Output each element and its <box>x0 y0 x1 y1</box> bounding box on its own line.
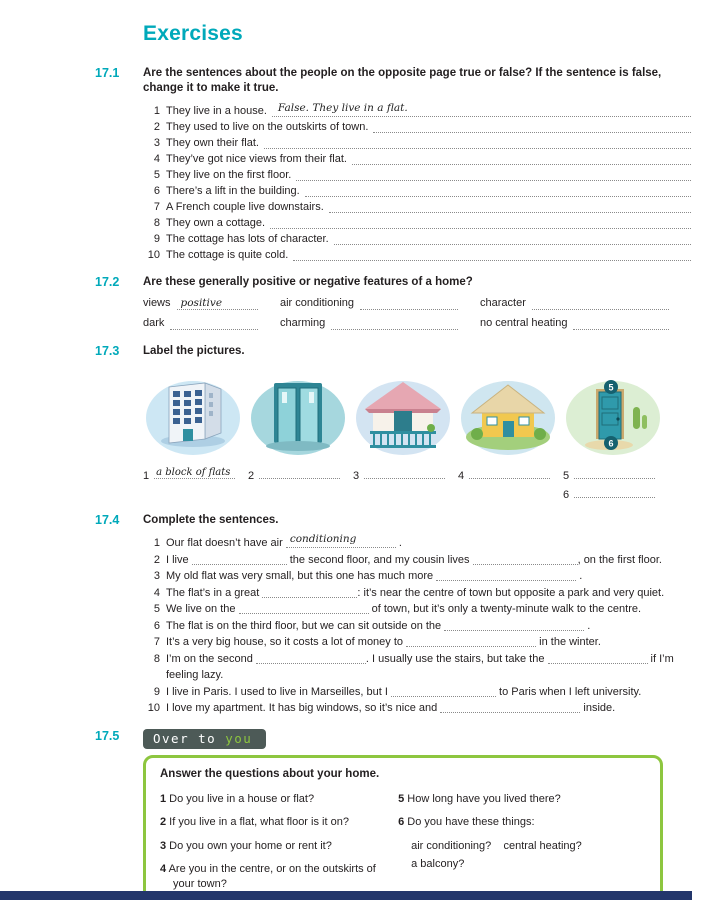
item-number: 6 <box>153 185 160 197</box>
answer-blank[interactable] <box>444 619 584 631</box>
answer-blank[interactable] <box>239 602 369 614</box>
item-number: 5 <box>153 603 160 615</box>
gapfill-item <box>143 700 691 717</box>
label-number: 6 <box>563 489 570 501</box>
feature-item <box>280 317 480 332</box>
picture-label <box>563 467 663 482</box>
question: 5 How long have you lived there? <box>398 792 561 805</box>
item-text: The flat’s in a great : it’s near the centre of town but opposite a park and very quiet. <box>166 586 665 599</box>
exercise-number: 17.4 <box>95 513 120 527</box>
exercise-number: 17.3 <box>95 344 120 358</box>
ex171-items <box>143 103 691 263</box>
item-text: They’ve got nice views from their flat. <box>166 153 347 165</box>
exercise-17-5 <box>95 729 691 900</box>
picture-label <box>143 467 243 482</box>
answer-line[interactable] <box>264 136 691 149</box>
item-text: My old flat was very small, but this one has much more . <box>166 570 583 582</box>
true-false-item <box>143 135 691 151</box>
feature-label: air conditioning <box>280 297 354 309</box>
answer-blank[interactable] <box>286 532 396 548</box>
item-text: It’s a very big house, so it costs a lot of money to in the winter. <box>166 636 601 648</box>
picture-label <box>353 467 453 482</box>
feature-label: views <box>143 297 171 309</box>
item-number: 9 <box>153 233 160 245</box>
answer-line[interactable] <box>293 248 691 261</box>
answer-line[interactable] <box>352 152 691 165</box>
gapfill-item <box>143 651 691 684</box>
gapfill-item <box>143 552 691 569</box>
true-false-item <box>143 167 691 183</box>
exercise-body <box>143 275 691 332</box>
item-text: There’s a lift in the building. <box>166 185 300 197</box>
exercise-number: 17.1 <box>95 66 120 80</box>
exercise-instruction: Are the sentences about the people on the opposite page true or false? If the sentence is false, change it to make it true. <box>143 67 662 94</box>
question: air conditioning? central heating? <box>411 839 582 852</box>
item-number: 1 <box>153 105 160 117</box>
item-number: 3 <box>153 137 160 149</box>
item-text: They used to live on the outskirts of town. <box>166 121 369 133</box>
exercise-number: 17.5 <box>95 728 120 743</box>
item-text: I live in Paris. I used to live in Marseilles, but I to Paris when I left university. <box>166 685 642 698</box>
item-text: I’m on the second . I usually use the stairs, but take the if I’m feeling lazy. <box>166 652 674 681</box>
picture-label <box>458 467 558 482</box>
exercise-instruction: Complete the sentences. <box>143 514 279 526</box>
answer-line[interactable] <box>360 297 458 310</box>
lift-illustration <box>248 375 348 459</box>
answer-line[interactable] <box>305 184 691 197</box>
exercise-number: 17.2 <box>95 275 120 289</box>
gapfill-item <box>143 568 691 585</box>
answer-line[interactable] <box>373 120 691 133</box>
question-number: 6 <box>398 816 405 828</box>
true-false-item <box>143 199 691 215</box>
question: 2 If you live in a flat, what floor is it on? <box>160 816 349 828</box>
exercise-body <box>143 729 691 900</box>
question-number: 4 <box>160 863 167 875</box>
item-number: 1 <box>153 537 160 549</box>
item-number: 3 <box>153 570 160 582</box>
item-text: We live on the of town, but it’s only a twenty-minute walk to the centre. <box>166 603 642 615</box>
answer-blank[interactable] <box>436 569 576 581</box>
cottage-illustration <box>458 375 558 459</box>
gapfill-item <box>143 618 691 635</box>
badge-text-accent: you <box>225 730 253 746</box>
answer-line[interactable] <box>259 467 340 479</box>
exercise-instruction: Are these generally positive or negative features of a home? <box>143 276 473 288</box>
label-number: 5 <box>563 470 570 482</box>
answer-blank[interactable] <box>548 652 648 664</box>
answer-line[interactable] <box>331 317 458 330</box>
feature-item <box>480 317 691 332</box>
feature-item <box>143 297 280 312</box>
answer-line[interactable] <box>154 467 235 479</box>
ex173-labels <box>143 467 691 482</box>
gapfill-item <box>143 634 691 651</box>
question: 3 Do you own your home or rent it? <box>160 839 332 852</box>
answer-line[interactable] <box>469 467 550 479</box>
item-number: 8 <box>153 652 160 665</box>
item-text: The cottage is quite cold. <box>166 249 289 261</box>
true-false-item <box>143 119 691 135</box>
gapfill-item <box>143 684 691 701</box>
item-text: A French couple live downstairs. <box>166 201 324 213</box>
feature-label: character <box>480 297 526 309</box>
question: 1 Do you live in a house or flat? <box>160 792 315 805</box>
answer-line[interactable] <box>170 317 258 330</box>
page-title: Exercises <box>143 22 243 45</box>
handwritten-answer: positive <box>180 297 223 309</box>
feature-label: no central heating <box>480 317 568 329</box>
item-number: 6 <box>153 619 160 632</box>
ex174-items <box>143 532 691 717</box>
handwritten-answer: a block of flats <box>156 467 231 478</box>
picture-badge-5: 5 <box>608 382 614 393</box>
exercise-body <box>143 66 691 263</box>
item-text: The cottage has lots of character. <box>166 233 329 245</box>
answer-blank[interactable] <box>473 553 578 565</box>
ex172-grid <box>143 297 691 332</box>
item-number: 7 <box>153 201 160 213</box>
label-number: 4 <box>458 470 465 482</box>
question-number: 3 <box>160 839 167 852</box>
item-text: The flat is on the third floor, but we can sit outside on the . <box>166 619 591 632</box>
question: 6 Do you have these things: <box>398 816 535 828</box>
picture-row <box>143 375 691 459</box>
true-false-item <box>143 247 691 263</box>
box-title: Answer the questions about your home. <box>160 767 380 780</box>
label-number: 2 <box>248 470 255 482</box>
handwritten-answer: conditioning <box>289 532 357 545</box>
item-number: 2 <box>153 121 160 133</box>
question-number: 2 <box>160 816 167 828</box>
item-number: 7 <box>153 636 160 648</box>
item-number: 10 <box>147 249 160 261</box>
item-text: I love my apartment. It has big windows, so it’s nice and inside. <box>166 702 616 714</box>
question-number: 5 <box>398 792 405 805</box>
answer-line[interactable] <box>573 317 669 330</box>
true-false-item <box>143 183 691 199</box>
answer-line[interactable] <box>272 104 691 117</box>
item-number: 10 <box>147 702 160 714</box>
ex173-label6 <box>563 486 691 501</box>
answer-blank[interactable] <box>262 586 357 598</box>
true-false-item <box>143 231 691 247</box>
item-number: 5 <box>153 169 160 181</box>
item-text: Our flat doesn’t have air conditioning . <box>166 532 402 549</box>
answer-line[interactable] <box>270 216 691 229</box>
picture-label <box>248 467 348 482</box>
exercise-instruction: Label the pictures. <box>143 345 245 357</box>
answer-line[interactable] <box>177 297 258 310</box>
item-text: They live in a house. <box>166 105 267 117</box>
answer-line[interactable] <box>329 200 691 213</box>
true-false-item <box>143 103 691 119</box>
over-to-you-badge <box>143 729 266 749</box>
item-text: They own a cottage. <box>166 217 266 229</box>
true-false-item <box>143 151 691 167</box>
handwritten-answer: False. They live in a flat. <box>277 102 408 114</box>
exercise-body <box>143 344 691 501</box>
picture-badge-6: 6 <box>608 438 614 449</box>
gapfill-item <box>143 601 691 618</box>
questions-left <box>160 783 398 892</box>
gapfill-item <box>143 532 691 552</box>
exercise-body <box>143 513 691 717</box>
item-text: They own their flat. <box>166 137 259 149</box>
exercise-17-1 <box>95 66 691 263</box>
question: a balcony? <box>411 858 465 870</box>
feature-item <box>143 317 280 332</box>
gapfill-item <box>143 585 691 602</box>
front-door-illustration <box>563 375 663 459</box>
label-number: 3 <box>353 470 360 482</box>
answer-line[interactable] <box>574 486 655 498</box>
label-number: 1 <box>143 470 150 482</box>
true-false-item <box>143 215 691 231</box>
exercise-17-4 <box>95 513 691 717</box>
feature-item <box>480 297 691 312</box>
item-number: 2 <box>153 553 160 566</box>
answer-line[interactable] <box>574 467 655 479</box>
exercise-17-3 <box>95 344 691 501</box>
feature-label: dark <box>143 317 165 329</box>
item-text: I live the second floor, and my cousin lives , on the first floor. <box>166 553 662 566</box>
questions-right <box>398 783 646 892</box>
answer-blank[interactable] <box>391 685 496 697</box>
block-of-flats-illustration <box>143 375 243 459</box>
item-number: 4 <box>153 586 160 599</box>
answer-blank[interactable] <box>256 652 366 664</box>
feature-item <box>280 297 480 312</box>
page-edge-bar <box>0 891 692 900</box>
question-columns <box>160 783 646 892</box>
badge-text: Over to <box>153 730 226 746</box>
exercise-17-2 <box>95 275 691 332</box>
answer-blank[interactable] <box>406 635 536 647</box>
item-text: They live on the first floor. <box>166 169 292 181</box>
feature-label: charming <box>280 317 326 329</box>
over-to-you-box <box>143 755 663 900</box>
item-number: 8 <box>153 217 160 229</box>
answer-line[interactable] <box>296 168 691 181</box>
answer-blank[interactable] <box>192 553 287 565</box>
answer-line[interactable] <box>364 467 445 479</box>
answer-line[interactable] <box>532 297 669 310</box>
question: 4 Are you in the centre, or on the outskirts of your town? <box>160 863 379 890</box>
question-number: 1 <box>160 792 167 805</box>
picture-label <box>563 486 663 501</box>
balcony-illustration <box>353 375 453 459</box>
answer-line[interactable] <box>334 232 691 245</box>
answer-blank[interactable] <box>440 701 580 713</box>
item-number: 4 <box>153 153 160 165</box>
item-number: 9 <box>153 685 160 698</box>
